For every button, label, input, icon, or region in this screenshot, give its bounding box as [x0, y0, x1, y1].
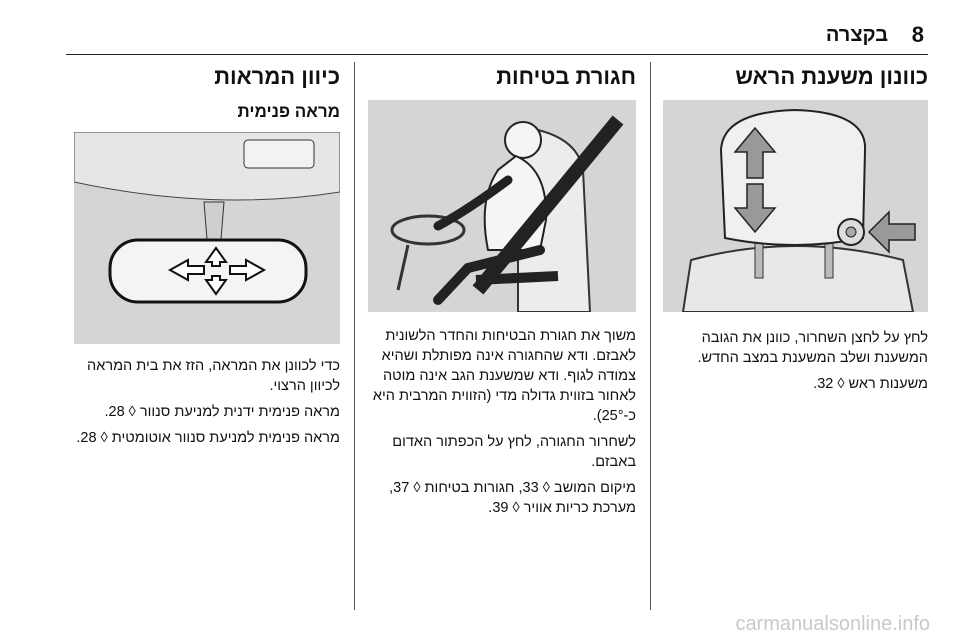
cross-reference: מיקום המושב ◊ 33, חגורות בטיחות ◊ 37, מערכת כריות אוויר ◊ 39. [389, 480, 636, 516]
seat-belt-drawing [368, 100, 636, 312]
paragraph: לחץ על לחצן השחרור, כוונן את הגובה המשענת ושלב המשענת במצב החדש. [697, 330, 928, 366]
subheading-interior-mirror: מראה פנימית [237, 102, 340, 121]
seat-belt-illustration [368, 100, 636, 312]
heading-mirrors: כיוון המראות [214, 64, 340, 89]
watermark: carmanualsonline.info [735, 613, 930, 635]
column-mirrors [74, 62, 340, 610]
head-restraint-drawing [663, 100, 928, 312]
cross-reference: מראה פנימית ידנית למניעת סנוור ◊ 28. [104, 404, 340, 420]
column-divider [354, 62, 355, 610]
seat-belt-text [368, 326, 636, 524]
interior-mirror-illustration [74, 132, 340, 344]
head-restraint-illustration [663, 100, 928, 312]
column-head-restraint [663, 62, 928, 610]
paragraph: כדי לכוונן את המראה, הזז את בית המראה לכיוון הרצוי. [87, 358, 340, 394]
cross-reference: מראה פנימית למניעת סנוור אוטומטית ◊ 28. [76, 430, 340, 446]
paragraph: משוך את חגורת הבטיחות והחדר הלשונית לאבזם. ודא שהחגורה אינה מפותלת ושהיא צמודה לגוף. ודא שמשענת הגב אינה מוטה לאחור בזווית גדולה מדי (הזווית המרבית היא כ-25°). [372, 328, 636, 424]
cross-reference: משענות ראש ◊ 32. [813, 376, 928, 392]
section-title: בקצרה [825, 24, 888, 46]
page-number: 8 [911, 22, 924, 47]
page-header [66, 18, 928, 55]
interior-mirror-drawing [74, 132, 340, 344]
heading-seat-belt: חגורת בטיחות [496, 64, 636, 89]
heading-head-restraint: כוונון משענת הראש [735, 64, 928, 89]
mirrors-text [74, 356, 340, 454]
paragraph: לשחרור החגורה, לחץ על הכפתור האדום באבזם. [392, 434, 636, 470]
head-restraint-text [663, 328, 928, 400]
column-divider [650, 62, 651, 610]
column-seat-belt [368, 62, 636, 610]
